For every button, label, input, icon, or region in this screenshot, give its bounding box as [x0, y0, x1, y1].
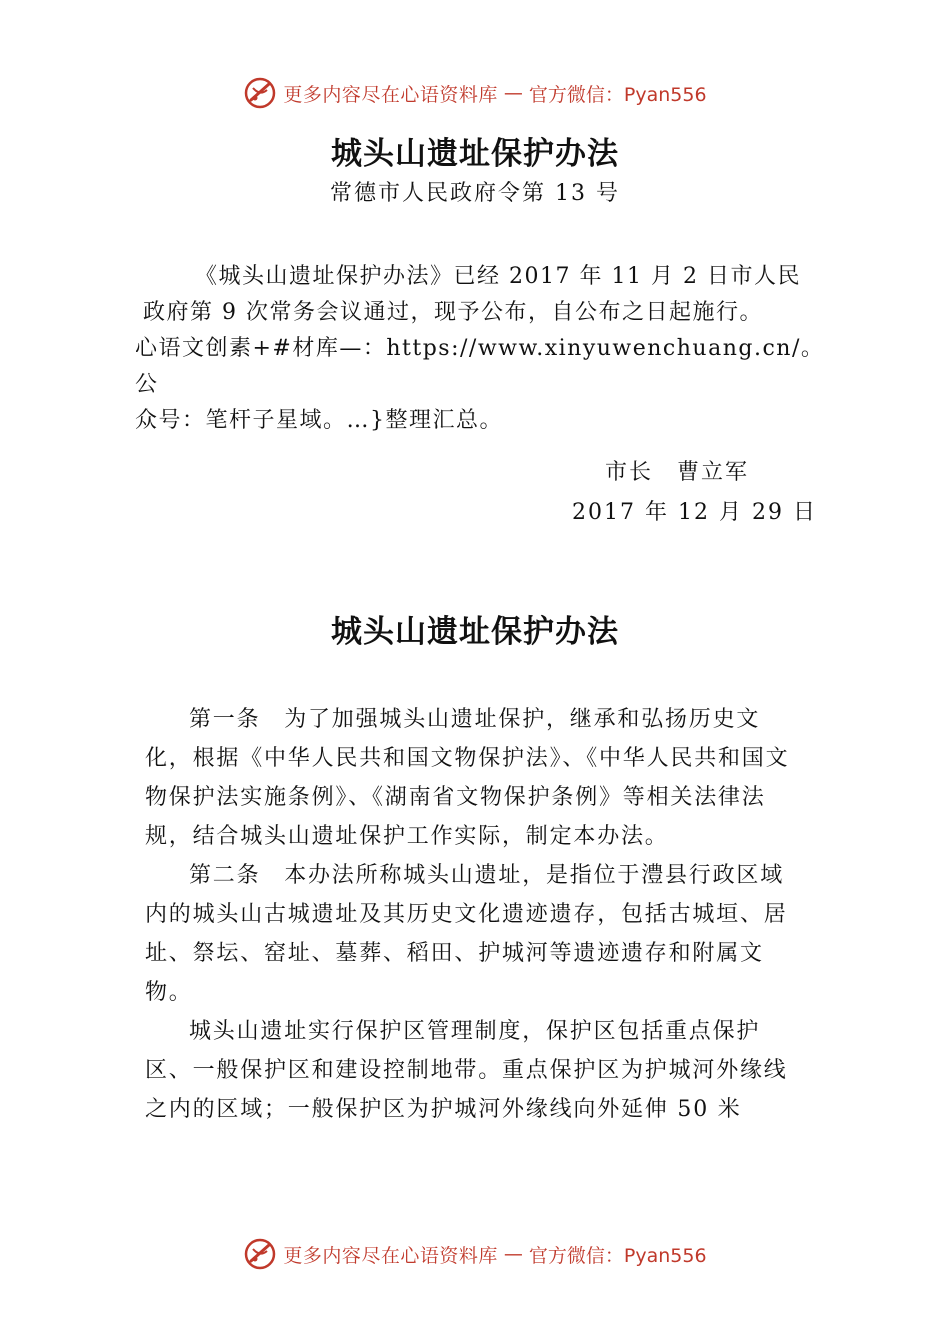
watermark-main-text: 更多内容尽在心语资料库 — [283, 1244, 498, 1267]
article-paragraph: 城头山遗址实行保护区管理制度，保护区包括重点保护区、一般保护区和建设控制地带。重点保护区为护城河外缘线之内的区域；一般保护区为护城河外缘线向外延伸 50 米 — [145, 1019, 788, 1122]
page-title: 城头山遗址保护办法 — [331, 136, 619, 172]
intro-line: 《城头山遗址保护办法》已经 2017 年 11 月 2 日市人民 — [195, 264, 801, 289]
signature-date: 2017 年 12 月 29 日 — [572, 500, 817, 525]
logo-icon — [243, 1237, 277, 1271]
logo-icon — [243, 76, 277, 110]
mayor-signature: 市长 曹立军 — [605, 460, 750, 485]
intro-line: 众号：笔杆子星域。…}整理汇总。 — [135, 408, 503, 433]
intro-line: 心语文创素+#材库—：https://www.xinyuwenchuang.cn/。公 — [135, 336, 825, 397]
watermark-sub-text: 官方微信：Pyan556 — [528, 83, 707, 106]
watermark-top — [0, 76, 950, 110]
regulation-body — [145, 700, 807, 1129]
intro-paragraph — [135, 259, 825, 439]
decree-number: 常德市人民政府令第 13 号 — [330, 181, 620, 206]
article-paragraph: 第二条 本办法所称城头山遗址，是指位于澧县行政区域内的城头山古城遗址及其历史文化遗迹遗存，包括古城垣、居址、祭坛、窑址、墓葬、稻田、护城河等遗迹遗存和附属文物。 — [145, 863, 788, 1005]
intro-line: 政府第 9 次常务会议通过，现予公布，自公布之日起施行。 — [143, 300, 763, 325]
watermark-separator: — — [503, 82, 523, 104]
watermark-main-text: 更多内容尽在心语资料库 — [283, 83, 498, 106]
watermark-bottom — [0, 1237, 950, 1271]
watermark-sub-text: 官方微信：Pyan556 — [528, 1244, 707, 1267]
watermark-separator: — — [503, 1243, 523, 1265]
section-title: 城头山遗址保护办法 — [331, 614, 619, 650]
article-paragraph: 第一条 为了加强城头山遗址保护，继承和弘扬历史文化，根据《中华人民共和国文物保护法》、《中华人民共和国文物保护法实施条例》、《湖南省文物保护条例》等相关法律法规，结合城头山遗址保护工作实际，制定本办法。 — [145, 707, 790, 849]
